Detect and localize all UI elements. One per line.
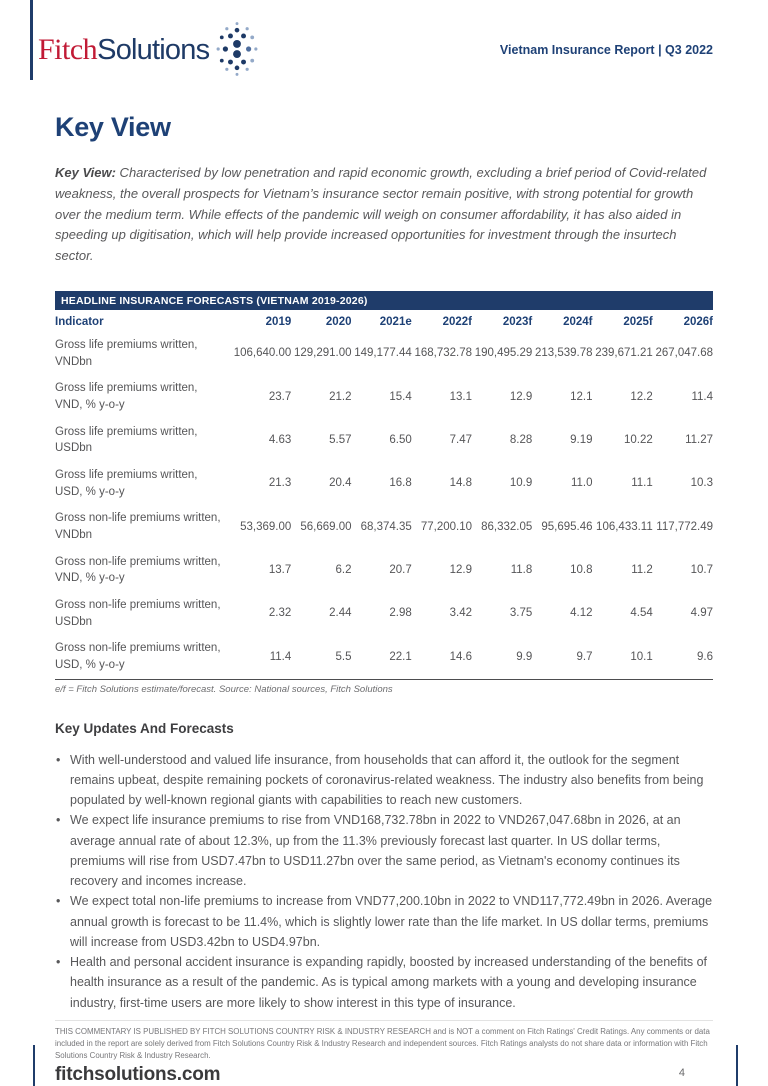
cell: 68,374.35 xyxy=(360,520,412,533)
table-row xyxy=(55,462,713,505)
cell: 3.42 xyxy=(449,607,472,620)
forecast-table-section xyxy=(55,291,713,695)
cell: 9.9 xyxy=(472,635,532,679)
cell: 267,047.68 xyxy=(655,347,713,360)
key-view-summary xyxy=(55,163,713,267)
page-title: Key View xyxy=(55,112,171,142)
column-header-2022f: 2022f xyxy=(442,315,472,328)
cell: 15.4 xyxy=(389,390,412,403)
page-number: 4 xyxy=(678,1066,685,1079)
cell: 11.27 xyxy=(685,434,713,446)
column-header-2025f: 2025f xyxy=(623,315,653,328)
cell: 6.50 xyxy=(389,434,412,446)
cell: 10.1 xyxy=(593,635,653,679)
table-row xyxy=(55,332,713,375)
table-row xyxy=(55,419,713,462)
cell: 4.97 xyxy=(690,607,713,620)
cell: 12.2 xyxy=(630,390,653,403)
list-item: • We expect total non-life premiums to increase from VND77,200.10bn in 2022 to VND117,772.49bn in 2026. Average annual growth is forecast to be 11.4%, which is slightly lower rate than the life market. In US dollar terms, premiums will increase from USD3.42bn to USD4.97bn. xyxy=(55,891,713,952)
cell: 20.7 xyxy=(389,564,412,577)
row-label: Gross life premiums written, USDbn xyxy=(55,425,198,455)
logo-solutions-text: Solutions xyxy=(97,33,210,66)
cell: 10.22 xyxy=(623,434,653,446)
section-heading-key-updates: Key Updates And Forecasts xyxy=(55,720,234,736)
fitch-solutions-logo xyxy=(38,18,259,83)
cell: 10.3 xyxy=(690,477,713,490)
logo-fitch-text: Fitch xyxy=(38,33,98,66)
cell: 12.9 xyxy=(449,564,472,577)
cell: 213,539.78 xyxy=(534,347,593,360)
row-label: Gross non-life premiums written, VNDbn xyxy=(55,512,221,542)
cell: 2.44 xyxy=(329,607,352,620)
cell: 9.7 xyxy=(532,635,592,679)
cell: 95,695.46 xyxy=(541,520,593,533)
cell: 9.19 xyxy=(570,434,593,446)
cell: 106,640.00 xyxy=(233,347,292,360)
cell: 10.9 xyxy=(509,477,533,490)
table-footnote: e/f = Fitch Solutions estimate/forecast. Source: National sources, Fitch Solutions xyxy=(55,683,393,695)
cell: 4.54 xyxy=(630,607,653,620)
cell: 2.98 xyxy=(389,607,412,620)
table-row xyxy=(55,635,713,679)
row-label: Gross life premiums written, USD, % y-o-y xyxy=(55,469,198,498)
footer-disclaimer: THIS COMMENTARY IS PUBLISHED BY FITCH SOLUTIONS COUNTRY RISK & INDUSTRY RESEARCH and is NOT a comment on Fitch Ratings' Credit Ratings. Any comments or data included in the report are solely derived from Fitch Solutions Country Risk & Industry Research and independent sources. Fitch Ratings analysts do not share data or information with Fitch Solutions Country Risk & Industry Research. xyxy=(55,1027,710,1060)
column-header-2026f: 2026f xyxy=(683,315,713,328)
column-header-2021e: 2021e xyxy=(379,315,412,328)
column-header-2023f: 2023f xyxy=(502,315,533,328)
cell: 4.12 xyxy=(570,607,593,620)
cell: 168,732.78 xyxy=(414,347,472,360)
cell: 22.1 xyxy=(352,635,412,679)
bottom-right-accent-bar xyxy=(736,1045,738,1086)
cell: 7.47 xyxy=(449,434,472,446)
page-header xyxy=(0,0,768,84)
table-row xyxy=(55,505,713,548)
cell: 239,671.21 xyxy=(595,347,653,360)
cell: 16.8 xyxy=(389,477,412,490)
column-header-2024f: 2024f xyxy=(563,315,593,328)
row-label: Gross non-life premiums written, USD, % y-o-y xyxy=(55,635,231,679)
column-header-2019: 2019 xyxy=(265,315,292,328)
cell: 190,495.29 xyxy=(474,347,533,360)
cell: 10.8 xyxy=(570,564,593,577)
list-item: • Health and personal accident insurance is expanding rapidly, boosted by increased understanding of the benefits of health insurance as a result of the pandemic. As is typical among markets with a young and developing insurance industry, first-time users are more likely to show interest in this type of insurance. xyxy=(55,952,713,1013)
top-left-accent-bar xyxy=(30,0,33,80)
cell: 12.1 xyxy=(570,390,593,403)
key-updates-list xyxy=(55,750,713,1013)
cell: 13.7 xyxy=(268,564,292,577)
report-title: Vietnam Insurance Report | Q3 2022 xyxy=(499,43,713,57)
cell: 21.2 xyxy=(329,390,352,403)
table-header-row xyxy=(55,310,713,332)
cell: 9.6 xyxy=(653,635,713,679)
table-row xyxy=(55,375,713,418)
cell: 10.7 xyxy=(690,564,713,577)
cell: 13.1 xyxy=(449,390,472,403)
table-row xyxy=(55,592,713,635)
forecast-table-title: HEADLINE INSURANCE FORECASTS (VIETNAM 2019-2026) xyxy=(55,291,713,310)
row-label: Gross non-life premiums written, USDbn xyxy=(55,599,221,628)
page-content xyxy=(0,112,768,1013)
cell: 20.4 xyxy=(329,477,352,490)
cell: 56,669.00 xyxy=(300,520,352,533)
cell: 14.8 xyxy=(449,477,472,490)
fitchsolutions-site-link[interactable]: fitchsolutions.com xyxy=(55,1063,221,1085)
cell: 11.4 xyxy=(231,635,291,679)
column-header-2020: 2020 xyxy=(325,315,352,328)
cell: 6.2 xyxy=(335,564,352,577)
cell: 11.1 xyxy=(631,477,653,490)
cell: 149,177.44 xyxy=(354,347,412,360)
cell: 86,332.05 xyxy=(481,520,533,533)
cell: 8.28 xyxy=(509,434,533,446)
row-label: Gross life premiums written, VND, % y-o-y xyxy=(55,382,198,411)
cell: 106,433.11 xyxy=(596,520,653,533)
key-view-summary-label: Key View: xyxy=(55,165,116,180)
cell: 2.32 xyxy=(268,607,292,620)
cell: 129,291.00 xyxy=(293,347,352,360)
bottom-left-accent-bar xyxy=(33,1045,35,1086)
cell: 5.5 xyxy=(291,635,351,679)
cell: 4.63 xyxy=(268,434,292,446)
cell: 21.3 xyxy=(268,477,292,490)
list-item: • We expect life insurance premiums to rise from VND168,732.78bn in 2022 to VND267,047.68bn in 2026, at an average annual rate of about 12.3%, up from the 11.3% previously forecast last quarter. In US dollar terms, premiums will rise from USD7.47bn to USD11.27bn over the same period, as Vietnam's economy continues its recovery and incomes increase. xyxy=(55,810,713,891)
column-header-indicator: Indicator xyxy=(55,315,104,328)
forecast-table xyxy=(55,310,713,680)
row-label: Gross life premiums written, VNDbn xyxy=(55,338,198,368)
cell: 77,200.10 xyxy=(420,520,472,533)
cell: 3.75 xyxy=(509,607,533,620)
cell: 11.2 xyxy=(631,564,653,577)
table-row xyxy=(55,549,713,592)
cell: 12.9 xyxy=(509,390,533,403)
key-view-summary-text: Characterised by low penetration and rapid economic growth, excluding a brief period of Covid-related weakness, the overall prospects for Vietnam’s insurance sector remain positive, with strong potential for growth over the medium term. While effects of the pandemic will weigh on consumer affordability, it has also aided in speeding up digitisation, which will help provide increased opportunities for investment through the insurtech sector. xyxy=(55,165,707,264)
cell: 11.0 xyxy=(570,477,593,490)
list-item: • With well-understood and valued life insurance, from households that can afford it, the outlook for the segment remains upbeat, despite remaining pockets of coronavirus-related weakness. The industry also benefits from being populated by well-known regional giants with capabilities to reach new customers. xyxy=(55,750,713,811)
cell: 53,369.00 xyxy=(240,520,292,533)
fitch-burst-icon xyxy=(215,20,259,83)
page-footer xyxy=(55,1020,713,1086)
cell: 23.7 xyxy=(268,390,292,403)
row-label: Gross non-life premiums written, VND, % y-o-y xyxy=(55,555,221,585)
cell: 117,772.49 xyxy=(656,520,713,533)
cell: 11.4 xyxy=(691,390,713,403)
cell: 5.57 xyxy=(329,434,352,446)
cell: 11.8 xyxy=(510,564,533,577)
cell: 14.6 xyxy=(412,635,472,679)
